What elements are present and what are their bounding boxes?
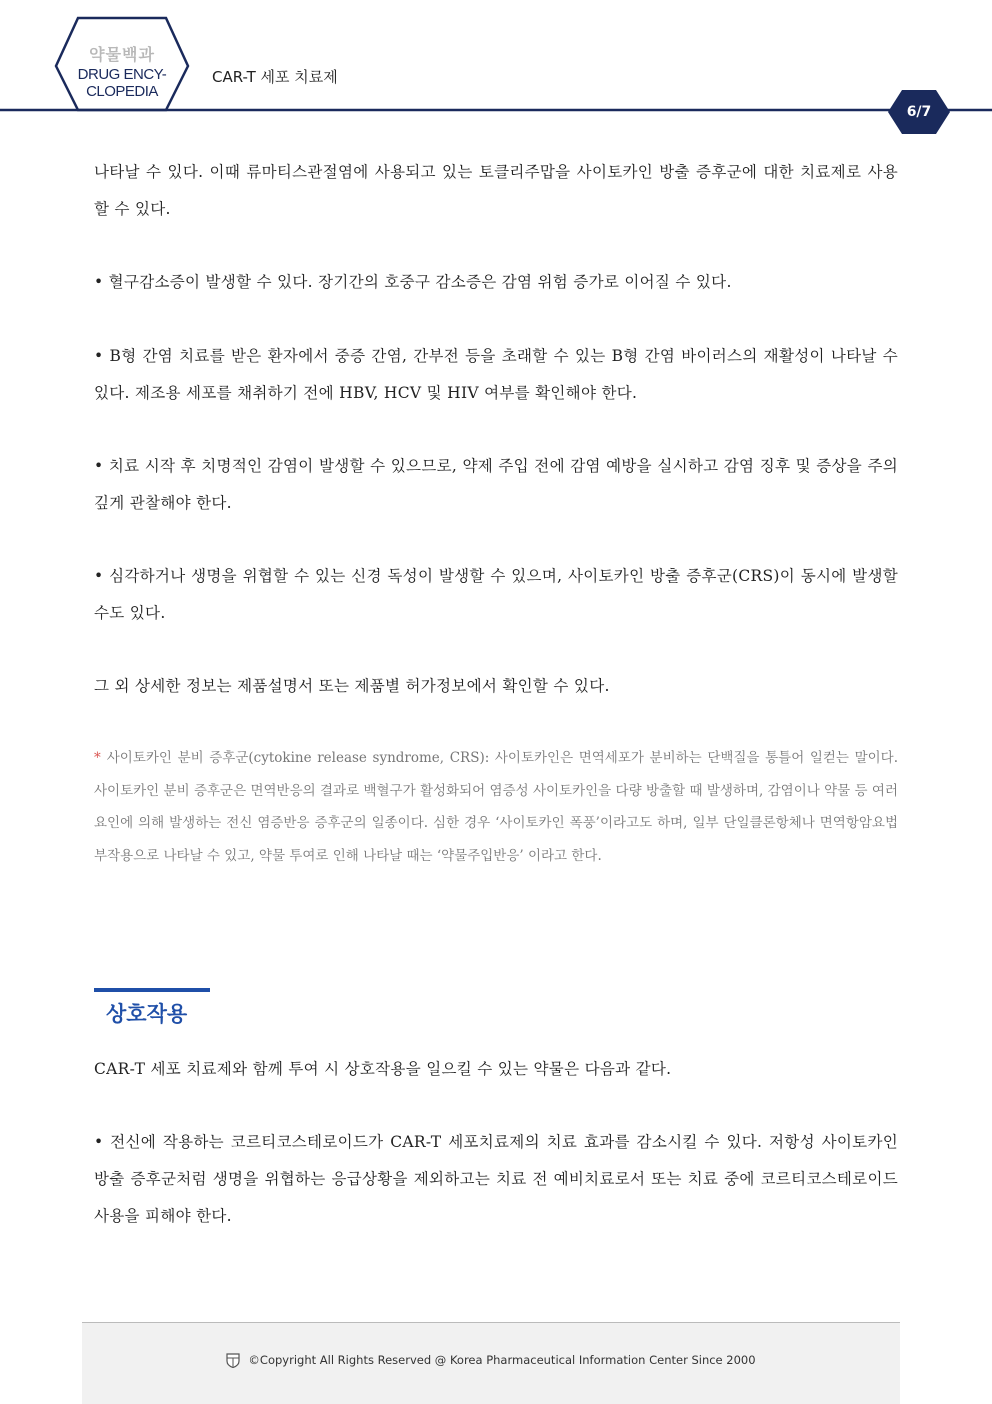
section-title-interactions: 상호작용 bbox=[106, 1002, 188, 1026]
bullet-cytopenia: • 혈구감소증이 발생할 수 있다. 장기간의 호중구 감소증은 감염 위험 증가로 이어질 수 있다. bbox=[94, 273, 732, 291]
page-header bbox=[0, 0, 992, 150]
page-number: 6/7 bbox=[906, 104, 932, 120]
brand-korean: 약물백과 bbox=[89, 45, 155, 64]
interactions-intro: CAR-T 세포 치료제와 함께 투여 시 상호작용을 일으킬 수 있는 약물은 다음과 같다. bbox=[94, 1060, 672, 1078]
section-accent-bar bbox=[94, 988, 210, 992]
shield-icon bbox=[226, 1353, 240, 1368]
paragraph-continued: 나타날 수 있다. 이때 류마티스관절염에 사용되고 있는 토클리주맙을 사이토카인 방출 증후군에 대한 치료제로 사용할 수 있다. bbox=[94, 163, 898, 218]
bullet-hepatitis-b: • B형 간염 치료를 받은 환자에서 중증 간염, 간부전 등을 초래할 수 있는 B형 간염 바이러스의 재활성이 나타날 수 있다. 제조용 세포를 채취하기 전에 HBV, HCV 및 HIV 여부를 확인해야 한다. bbox=[94, 347, 898, 402]
footnote-star: * bbox=[94, 750, 101, 766]
bullet-neurotoxicity: • 심각하거나 생명을 위협할 수 있는 신경 독성이 발생할 수 있으며, 사이토카인 방출 증후군(CRS)이 동시에 발생할 수도 있다. bbox=[94, 567, 898, 622]
bullet-corticosteroids: • 전신에 작용하는 코르티코스테로이드가 CAR-T 세포치료제의 치료 효과를 감소시킬 수 있다. 저항성 사이토카인 방출 증후군처럼 생명을 위협하는 응급상황을 제외하고는 치료 전 예비치료로서 또는 치료 중에 코르티코스테로이드 사용을 피해야 한다. bbox=[94, 1133, 898, 1225]
page-footer bbox=[82, 1322, 900, 1404]
brand-english-line2: CLOPEDIA bbox=[86, 83, 158, 100]
document-title: CAR-T 세포 치료제 bbox=[212, 68, 338, 86]
footnote-crs bbox=[94, 742, 898, 872]
brand-english bbox=[52, 66, 192, 100]
footnote-text: 사이토카인 분비 증후군(cytokine release syndrome, CRS): 사이토카인은 면역세포가 분비하는 단백질을 통틀어 일컫는 말이다. 사이토카인 분비 증후군은 면역반응의 결과로 백혈구가 활성화되어 염증성 사이토카인을 다량 방출할 때 발생하며, 감염이나 약물 등 여러 요인에 의해 발생하는 전신 염증반응 증후군의 일종이다. 심한 경우 ‘사이토카인 폭풍’이라고도 하며, 일부 단일클론항체나 면역항암요법 부작용으로 나타날 수 있고, 약물 투여로 인해 나타날 때는 ‘약물주입반응’ 이라고 한다. bbox=[94, 750, 898, 864]
copyright-text: ©Copyright All Rights Reserved @ Korea Pharmaceutical Information Center Since 2000 bbox=[248, 1353, 756, 1367]
paragraph-more-info: 그 외 상세한 정보는 제품설명서 또는 제품별 허가정보에서 확인할 수 있다. bbox=[94, 677, 610, 695]
footer-copyright-row bbox=[82, 1353, 900, 1368]
bullet-infection: • 치료 시작 후 치명적인 감염이 발생할 수 있으므로, 약제 주입 전에 감염 예방을 실시하고 감염 징후 및 증상을 주의깊게 관찰해야 한다. bbox=[94, 457, 898, 512]
brand-english-line1: DRUG ENCY- bbox=[77, 66, 167, 83]
